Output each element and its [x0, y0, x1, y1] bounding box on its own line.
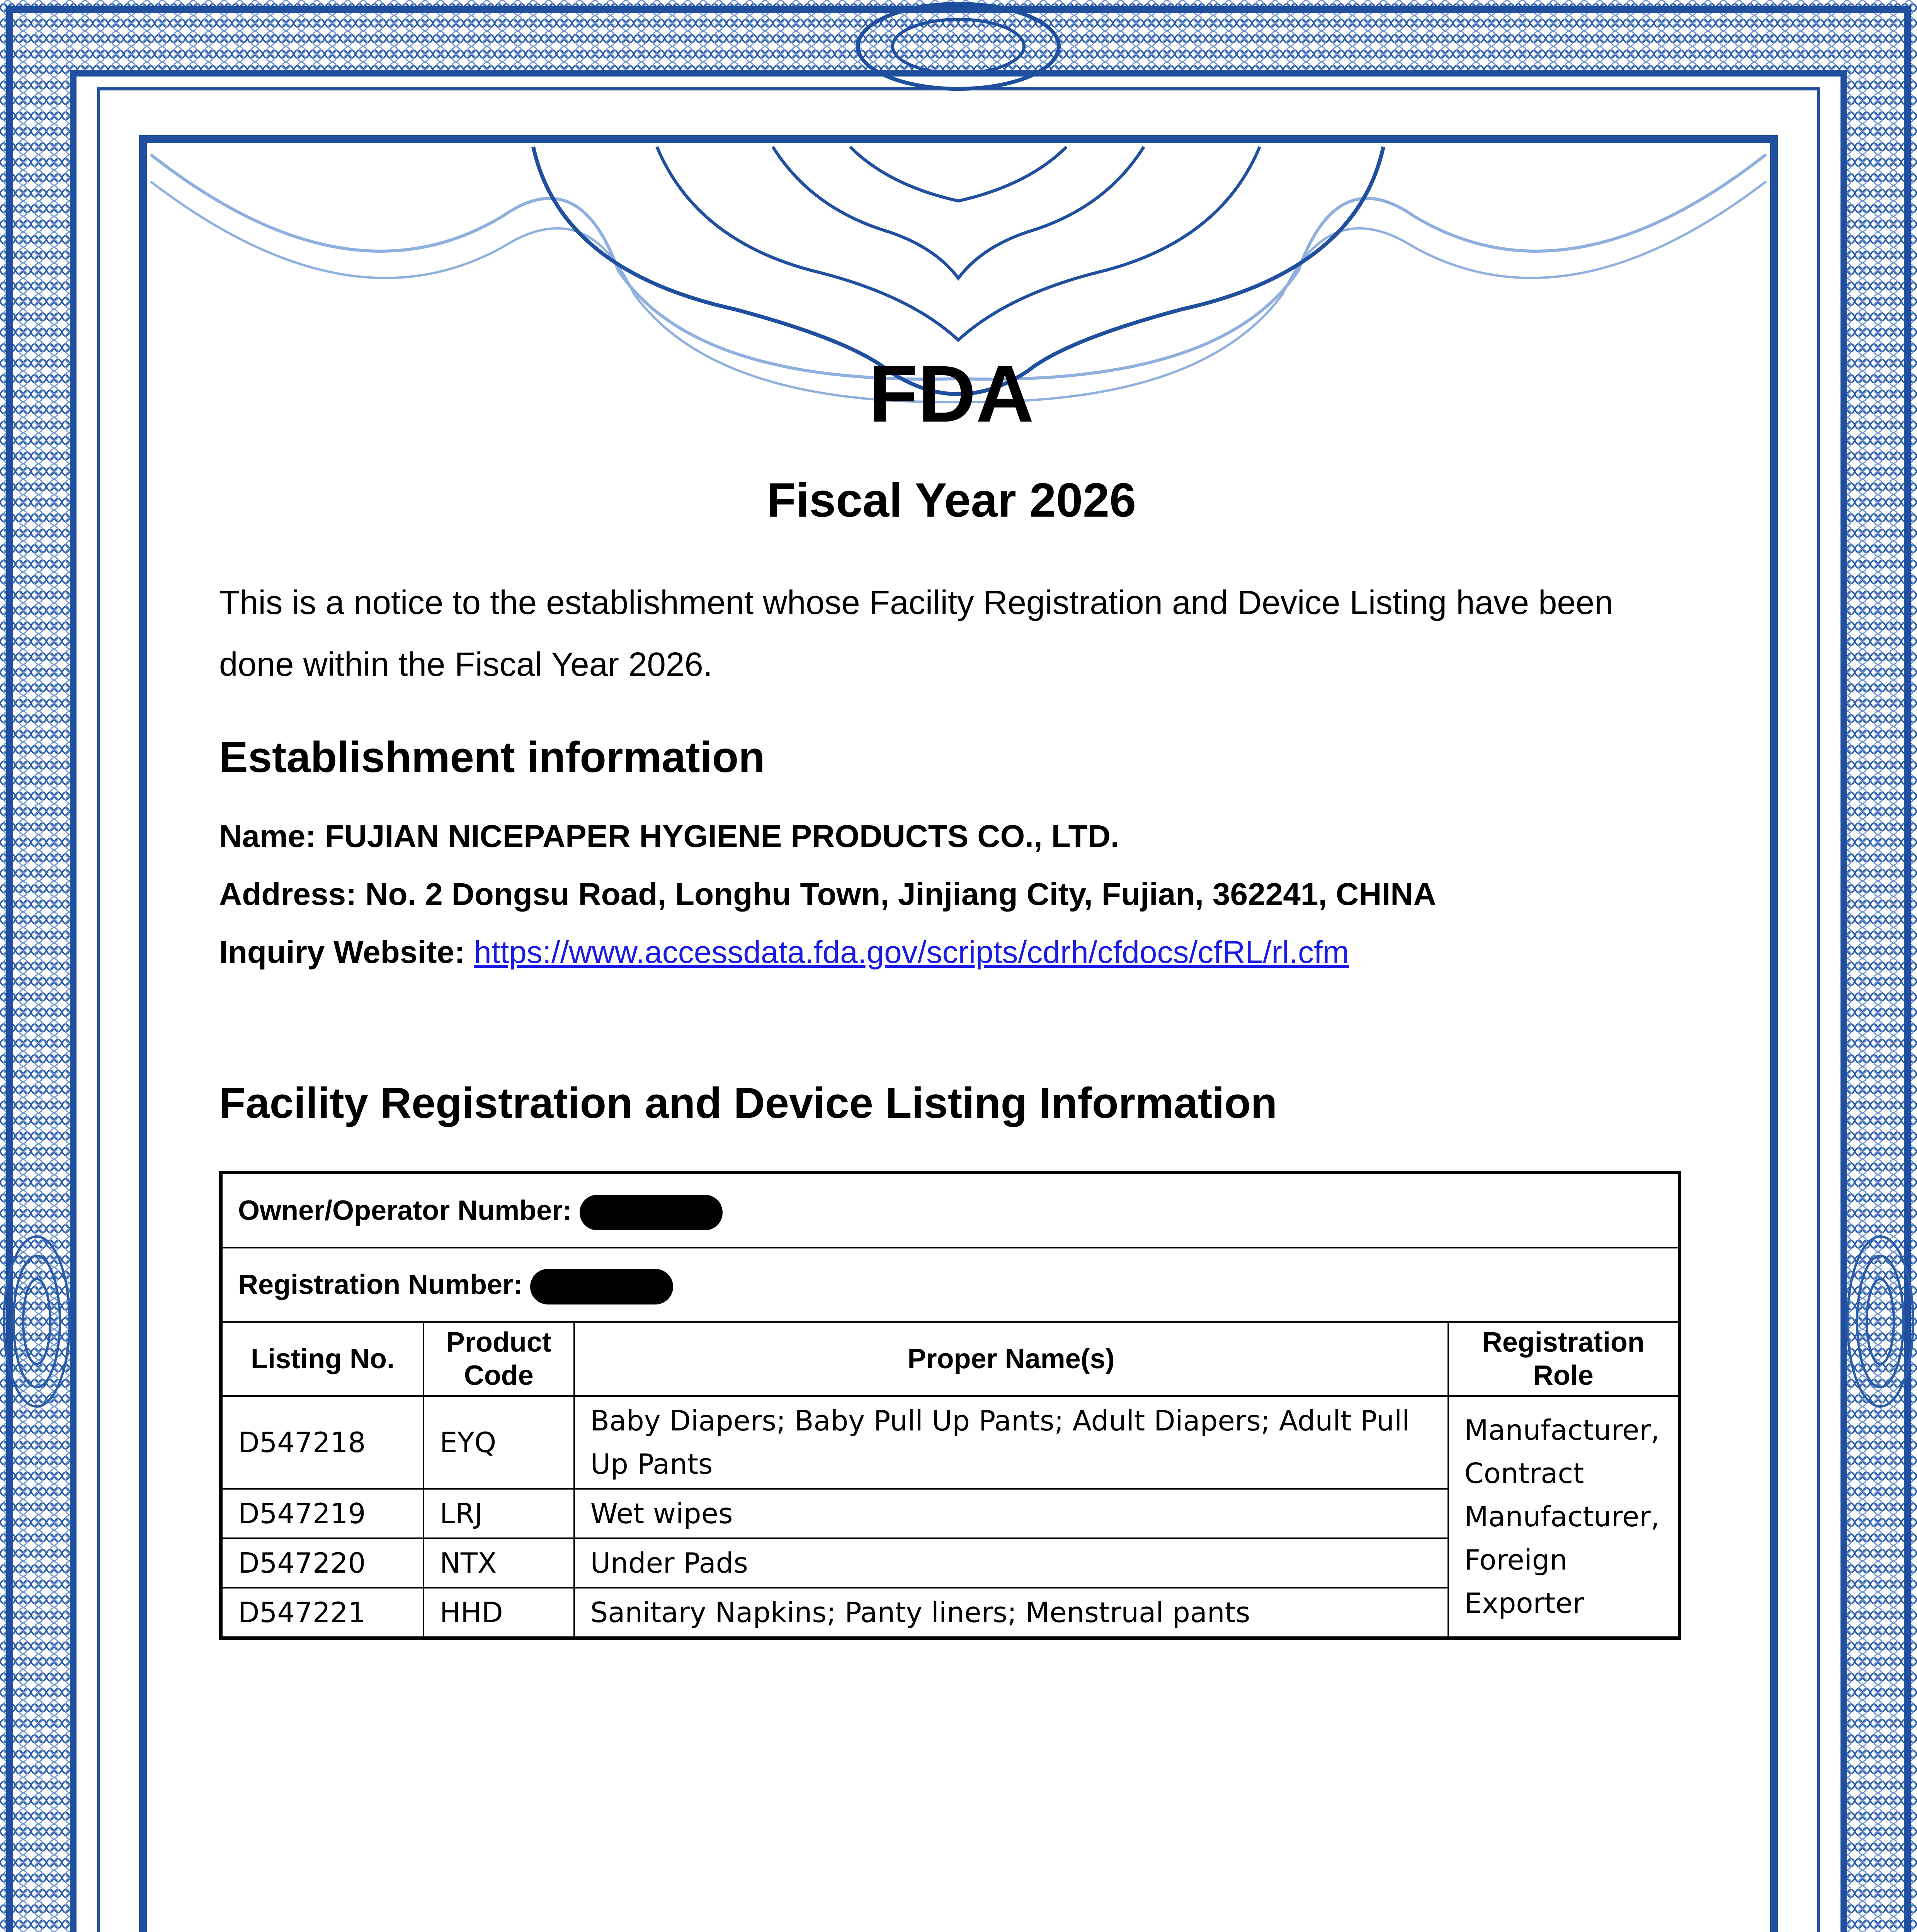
proper-name-cell: Under Pads	[574, 1538, 1448, 1588]
registration-table	[219, 1171, 1681, 1640]
establishment-address-line	[219, 873, 1436, 916]
listing-number-cell: D547218	[221, 1396, 424, 1489]
registration-number-label: Registration Number:	[238, 1269, 523, 1300]
certificate-title: FDA	[869, 349, 1034, 439]
redacted-registration-number	[530, 1269, 673, 1304]
establishment-name-line	[219, 815, 1119, 858]
inquiry-website-link[interactable]: https://www.accessdata.fda.gov/scripts/cdrh/cfdocs/cfRL/rl.cfm	[474, 935, 1349, 970]
listing-number-cell: D547219	[221, 1489, 424, 1538]
owner-operator-label: Owner/Operator Number:	[238, 1195, 572, 1226]
name-label: Name:	[219, 819, 316, 854]
proper-name-cell: Wet wipes	[574, 1489, 1448, 1538]
registration-role-cell: Manufacturer, Contract Manufacturer, Foreign Exporter	[1448, 1396, 1680, 1638]
website-label: Inquiry Website:	[219, 935, 465, 970]
registration-number-cell	[221, 1248, 1680, 1322]
column-header-product-code: Product Code	[424, 1322, 574, 1396]
owner-operator-cell	[221, 1173, 1680, 1248]
fiscal-year-subtitle: Fiscal Year 2026	[766, 474, 1136, 527]
proper-name-cell: Baby Diapers; Baby Pull Up Pants; Adult Diapers; Adult Pull Up Pants	[574, 1396, 1448, 1489]
table-row	[221, 1396, 1680, 1489]
listing-number-cell: D547220	[221, 1538, 424, 1588]
proper-name-cell: Sanitary Napkins; Panty liners; Menstrual pants	[574, 1588, 1448, 1638]
address-label: Address:	[219, 877, 357, 912]
inquiry-website-line	[219, 931, 1349, 974]
listing-number-cell: D547221	[221, 1588, 424, 1638]
redacted-owner-number	[580, 1195, 723, 1230]
column-header-listing: Listing No.	[221, 1322, 424, 1396]
product-code-cell: NTX	[424, 1538, 574, 1588]
address-value: No. 2 Dongsu Road, Longhu Town, Jinjiang City, Fujian, 362241, CHINA	[365, 877, 1436, 912]
product-code-cell: LRJ	[424, 1489, 574, 1538]
notice-paragraph: This is a notice to the establishment whose Facility Registration and Device Listing have been done within the Fiscal Year 2026.	[219, 584, 1613, 683]
product-code-cell: HHD	[424, 1588, 574, 1638]
product-code-cell: EYQ	[424, 1396, 574, 1489]
column-header-proper-names: Proper Name(s)	[574, 1322, 1448, 1396]
name-value: FUJIAN NICEPAPER HYGIENE PRODUCTS CO., LTD.	[325, 819, 1119, 854]
table-header-row	[221, 1322, 1680, 1396]
facility-heading: Facility Registration and Device Listing Information	[219, 1079, 1277, 1127]
owner-operator-row	[221, 1173, 1680, 1248]
establishment-heading: Establishment information	[219, 733, 765, 781]
column-header-registration-role: Registration Role	[1448, 1322, 1680, 1396]
registration-number-row	[221, 1248, 1680, 1322]
